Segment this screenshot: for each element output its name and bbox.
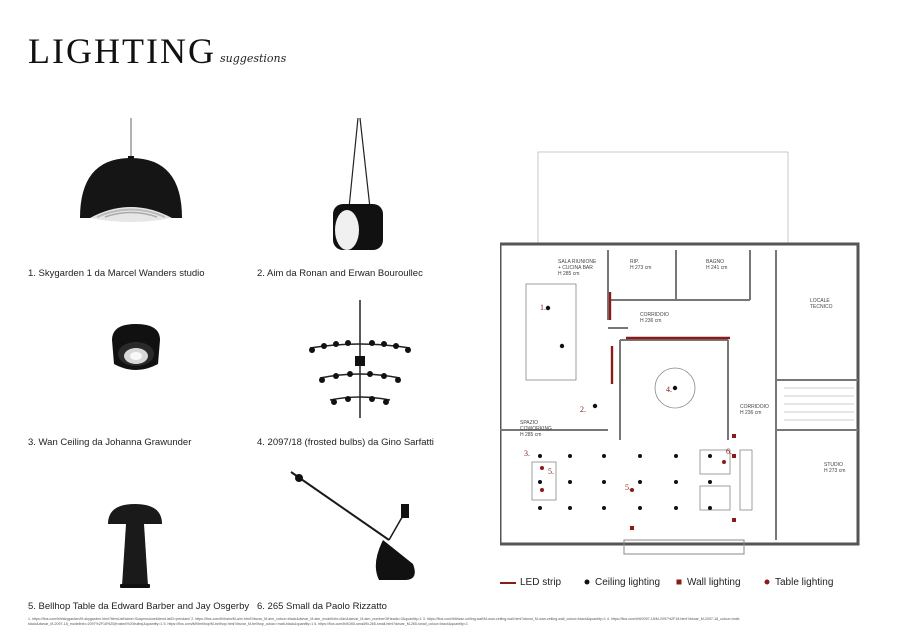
room-rip-height: H 273 cm: [630, 265, 652, 271]
room-sala-label: SALA RIUNIONE: [558, 259, 597, 265]
room-spazio-label: SPAZIO: [520, 420, 538, 426]
chandelier-lamp-icon: [300, 300, 420, 420]
ceiling-light-swatch-icon: [584, 579, 590, 585]
ceiling-lamp-icon: [108, 320, 164, 380]
table-light-swatch-icon: [764, 579, 770, 585]
marker-1: 1.: [540, 303, 546, 312]
legend-wall: Wall lighting: [687, 577, 741, 588]
room-sala-label-2: + CUCINA BAR: [558, 265, 593, 271]
room-studio-label: STUDIO: [824, 462, 843, 468]
page-title: LIGHTING: [28, 31, 216, 71]
room-bagno-label: BAGNO: [706, 259, 725, 265]
marker-5b: 5.: [625, 483, 631, 492]
room-corridoio2-height: H 236 cm: [740, 410, 762, 416]
pendant-aim-lamp-icon: [325, 118, 395, 258]
pendant-dome-lamp-icon: [75, 118, 185, 233]
room-sala-height: H 285 cm: [558, 271, 580, 277]
led-strip-swatch-icon: [500, 580, 516, 586]
page-subtitle: suggestions: [220, 52, 287, 65]
product-label-4: 4. 2097/18 (frosted bulbs) da Gino Sarfatti: [257, 437, 434, 448]
room-corridoio-height: H 236 cm: [640, 318, 662, 324]
room-corridoio2-label: CORRIDOIO: [740, 404, 769, 410]
room-corridoio-label: CORRIDOIO: [640, 312, 669, 318]
product-label-2: 2. Aim da Ronan and Erwan Bouroullec: [257, 268, 423, 279]
product-label-3: 3. Wan Ceiling da Johanna Grawunder: [28, 437, 192, 448]
product-label-6: 6. 265 Small da Paolo Rizzatto: [257, 601, 387, 612]
room-bagno-height: H 241 cm: [706, 265, 728, 271]
legend-led: LED strip: [520, 577, 562, 588]
floor-plan: [500, 150, 880, 570]
room-spazio-label-2: COWORKING: [520, 426, 552, 432]
room-studio-height: H 273 cm: [824, 468, 846, 474]
room-spazio-height: H 285 cm: [520, 432, 542, 438]
room-locale-label-2: TECNICO: [810, 304, 833, 310]
product-label-1: 1. Skygarden 1 da Marcel Wanders studio: [28, 268, 205, 279]
legend-ceiling: Ceiling lighting: [595, 577, 661, 588]
wall-arm-lamp-icon: [285, 468, 445, 588]
marker-5a: 5.: [548, 467, 554, 476]
marker-3: 3.: [524, 449, 530, 458]
wall-light-swatch-icon: [676, 579, 682, 585]
marker-6: 6.: [726, 447, 732, 456]
marker-2: 2.: [580, 405, 586, 414]
table-lamp-icon: [104, 500, 166, 590]
room-locale-label: LOCALE: [810, 298, 830, 304]
room-rip-label: RIP.: [630, 259, 640, 265]
product-label-5: 5. Bellhop Table da Edward Barber and Jay Osgerby: [28, 601, 250, 612]
marker-4: 4.: [666, 385, 672, 394]
footnote-links: 1. https://flos.com/it/it/skygarden/M-skygarden.html?itemListName=Sospensione&itemListID=pendant/ 2. https://flos.com/it/it/aim/M-aim.html?dwvar_M-aim_colour=black&dwvar_M-aim_modelInfo=Aim&dwvar_M-aim_numberOfHeads=3&quantity=1 3. https://flos.com/it/it/wan-ceiling-wall/M-wan-ceiling-wall.html?dwvar_M-wan-ceiling-wall_colour=black&quantity=1 4. https://flos.com/it/it/2097-18/M-2097%2F18.html?dwvar_M-2097-18_colour=matt-black&dwvar_M-2097-18_modelInfo=2097%2F18%20(frosted%20bulbs)&quantity=1 5. https://flos.com/it/it/bellhop/M-bellhop.html?dwvar_M-bellhop_colour=matt-black&quantity=1 6. https://flos.com/it/it/265-small/M-265-small.html?dwvar_M-265-small_colour=black&quantity=1: [28, 617, 741, 626]
legend-table: Table lighting: [775, 577, 834, 588]
